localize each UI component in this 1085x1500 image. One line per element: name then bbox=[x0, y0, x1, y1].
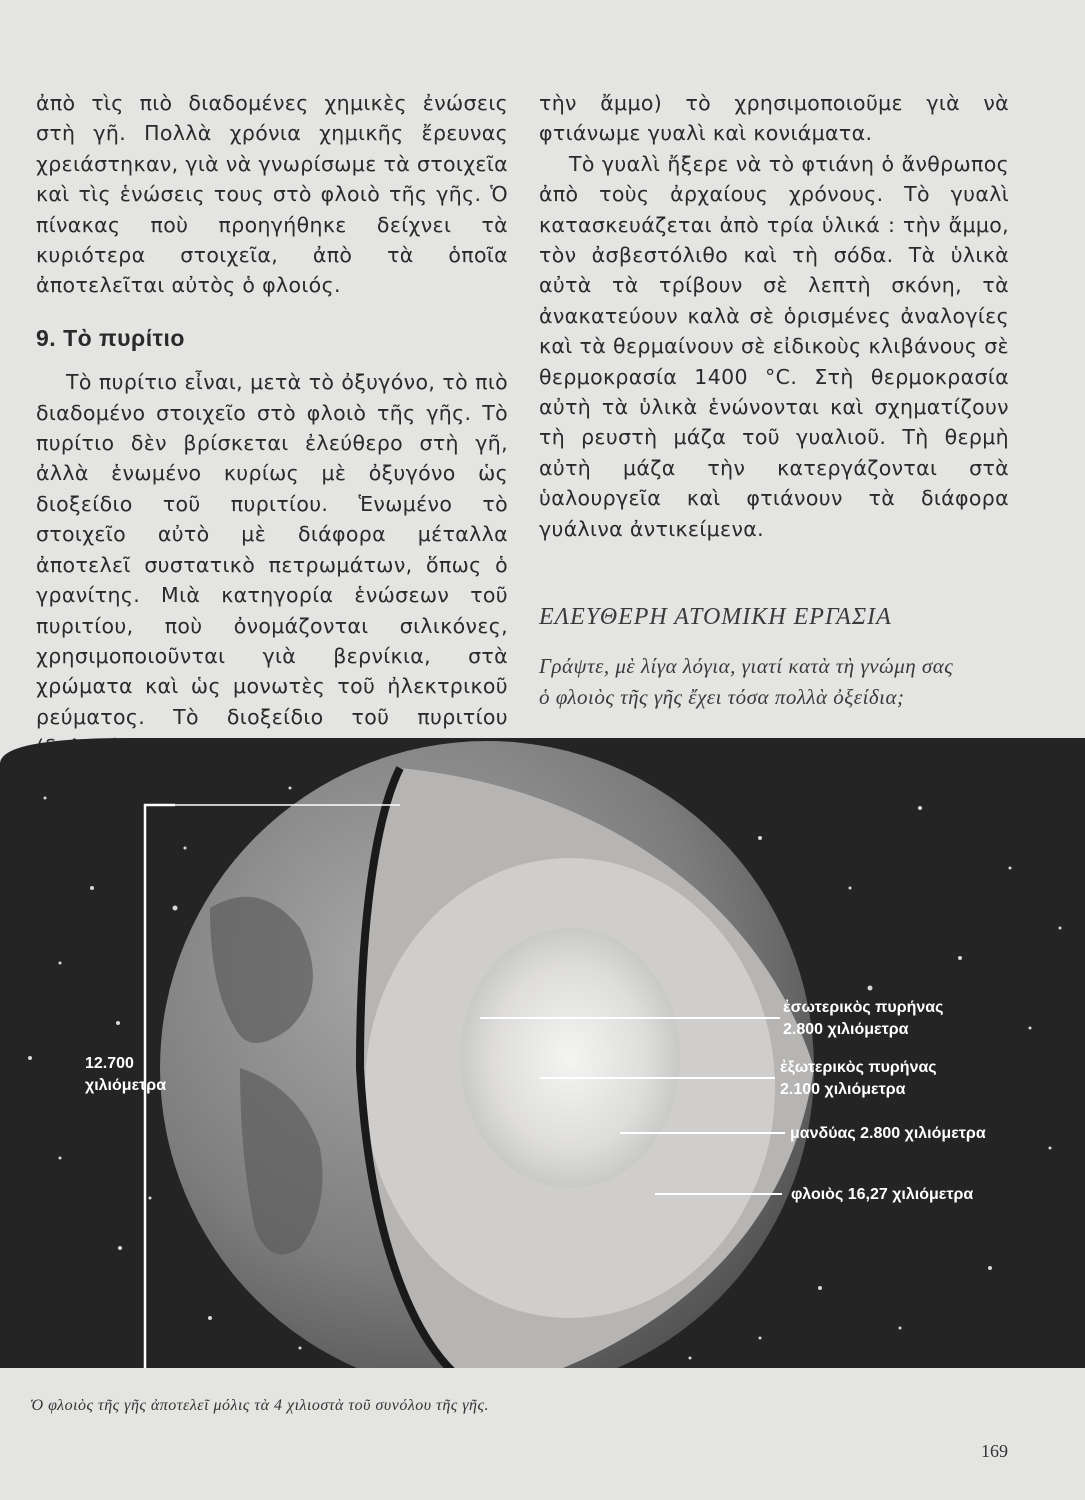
diameter-value: 12.700 bbox=[85, 1055, 134, 1072]
left-column bbox=[36, 88, 508, 763]
inner-core-name: ἐσωτερικὸς πυρήνας bbox=[783, 999, 944, 1016]
right-column bbox=[539, 88, 1009, 713]
outer-core-size: 2.100 χιλιόμετρα bbox=[780, 1081, 906, 1098]
earth-cutaway bbox=[160, 741, 814, 1368]
intro-paragraph: ἀπὸ τὶς πιὸ διαδομένες χημικὲς ἐνώσεις στὴ γῆ. Πολλὰ χρόνια χημικῆς ἔρευνας χρειάστηκαν, γιὰ νὰ γνωρίσωμε τὰ στοιχεῖα καὶ τὶς ἑνώσεις τους στὸ φλοιὸ τῆς γῆς. Ὁ πίνακας ποὺ προηγήθηκε δείχνει τὰ κυριότερα στοιχεῖα, ἀπὸ τὰ ὁποῖα ἀποτελεῖται αὐτὸς ὁ φλοιός. bbox=[36, 91, 508, 298]
diameter-unit: χιλιόμετρα bbox=[85, 1077, 167, 1094]
inner-core bbox=[460, 928, 680, 1188]
continuation-paragraph: τὴν ἄμμο) τὸ χρησιμοποιοῦμε γιὰ νὰ φτιάνωμε γυαλὶ καὶ κονιάματα. bbox=[539, 91, 1009, 146]
earth-figure bbox=[0, 728, 1085, 1368]
inner-core-size: 2.800 χιλιόμετρα bbox=[783, 1021, 909, 1038]
section-heading: 9. Τὸ πυρίτιο bbox=[36, 324, 185, 351]
page-number: 169 bbox=[981, 1441, 1008, 1461]
glass-paragraph: Τὸ γυαλὶ ἤξερε νὰ τὸ φτιάνη ὁ ἄνθρωπος ἀπὸ τοὺς ἀρχαίους χρόνους. Τὸ γυαλὶ κατασκευάζεται ἀπὸ τρία ὑλικά : τὴν ἄμμο, τὸν ἀσβεστόλιθο καὶ τὴ σόδα. Τὰ ὑλικὰ αὐτὰ τὰ τρίβουν σὲ λεπτὴ σκόνη, τὰ ἀνακατεύουν καλὰ σὲ ὁρισμένες ἀναλογίες καὶ τὰ θερμαίνουν σὲ εἰδικοὺς κλιβάνους σὲ θερμοκρασία 1400 °C. Στὴ θερμοκρασία αὐτὴ τὰ ὑλικὰ ἑνώνονται καὶ σχηματίζουν τὴ ρευστὴ μάζα τοῦ γυαλιοῦ. Τὴ θερμὴ αὐτὴ μάζα τὴν κατεργάζονται στὰ ὑαλουργεῖα καὶ φτιάνουν τὰ διάφορα γυάλινα ἀντικείμενα. bbox=[539, 151, 1009, 541]
figure-caption: Ὁ φλοιὸς τῆς γῆς ἀποτελεῖ μόλις τὰ 4 χιλιοστὰ τοῦ συνόλου τῆς γῆς. bbox=[30, 1397, 489, 1414]
mantle-label: μανδύας 2.800 χιλιόμετρα bbox=[790, 1125, 986, 1142]
exercise-text: Γράψτε, μὲ λίγα λόγια, γιατί κατὰ τὴ γνώμη σας ὁ φλοιὸς τῆς γῆς ἔχει τόσα πολλὰ ὀξείδια; bbox=[539, 653, 954, 709]
exercise-title: ΕΛΕΥΘΕΡΗ ΑΤΟΜΙΚΗ ΕΡΓΑΣΙΑ bbox=[539, 604, 892, 631]
crust-label: φλοιὸς 16,27 χιλιόμετρα bbox=[791, 1186, 974, 1203]
outer-core-name: ἐξωτερικὸς πυρήνας bbox=[780, 1059, 937, 1076]
silicon-paragraph: Τὸ πυρίτιο εἶναι, μετὰ τὸ ὀξυγόνο, τὸ πιὸ διαδομένο στοιχεῖο στὸ φλοιὸ τῆς γῆς. Τὸ πυρίτιο δὲν βρίσκεται ἐλεύθερο στὴ γῆ, ἀλλὰ ἑνωμένο κυρίως μὲ ὀξυγόνο ὡς διοξείδιο τοῦ πυριτίου. Ἑνωμένο τὸ στοιχεῖο αὐτὸ μὲ διάφορα μέταλλα ἀποτελεῖ συστατικὸ πετρωμάτων, ὅπως ὁ γρανίτης. Μιὰ κατηγορία ἑνώσεων τοῦ πυριτίου, ποὺ ὀνομάζονται σιλικόνες, χρησιμοποιοῦνται γιὰ βερνίκια, στὰ χρώματα καὶ ὡς μονωτὲς τοῦ ἠλεκτρικοῦ ρεύματος. Τὸ διοξείδιο τοῦ πυριτίου bbox=[36, 370, 508, 729]
